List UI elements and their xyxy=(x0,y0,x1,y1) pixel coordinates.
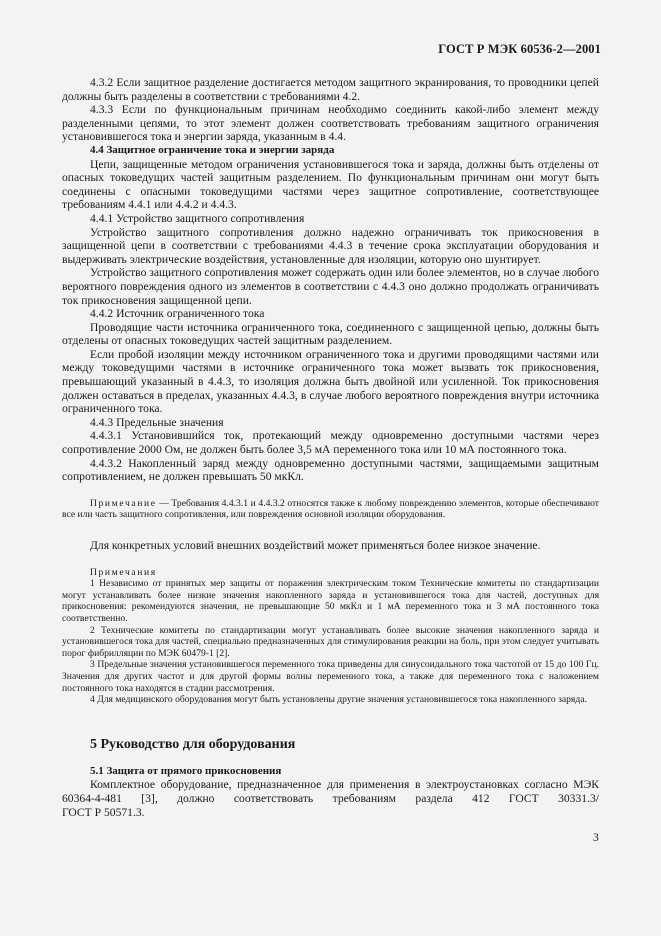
paragraph-4-4-3-1: 4.4.3.1 Установившийся ток, протекающий между одновременно доступными частями через сопротивление 2000 Ом, не должен быть более 3,5 мА переменного тока или 10 мА постоянного тока. xyxy=(62,429,599,457)
heading-4-4-1: 4.4.1 Устройство защитного сопротивления xyxy=(90,211,305,225)
note-item-3: 3 Предельные значения установившегося переменного тока приведены для синусоидального тока частотой от 15 до 100 Гц. Значения для других частот и для другой формы волны переменного тока, а также для переменного тока с наложением постоянного тока находятся в стадии рассмотрения. xyxy=(62,659,599,694)
note-item-2: 2 Технические комитеты по стандартизации могут устанавливать более высокие значения накопленного заряда и установившегося тока для частей, специально предназначенных для стимулирования реакции на боль, при этом следует учитывать порог фибрилляции по МЭК 60479-1 [2]. xyxy=(62,624,599,659)
note-label: Примечание xyxy=(90,497,157,509)
paragraph-4-4-1-a: Устройство защитного сопротивления должно надежно ограничивать ток прикосновения в защищенной цепи в соответствии с требованиями 4.4.3 в течение срока эксплуатации оборудования и выдерживать электрические воздействия, установленные для изоляции, которую оно шунтирует. xyxy=(62,225,599,266)
paragraph-4-4-2-a: Проводящие части источника ограниченного тока, соединенного с защищенной цепью, должны быть отделены от опасных токоведущих частей защитным разделением. xyxy=(62,320,599,348)
paragraph-4-4-3-2: 4.4.3.2 Накопленный заряд между одновременно доступными частями, защищаемыми защитным сопротивлением, не должен превышать 50 мкКл. xyxy=(62,456,599,484)
note-text: — Требования 4.4.3.1 и 4.4.3.2 относятся также к любому повреждению элементов, которые обеспечивают все или часть защитного сопротивления, или повреждения основной изоляции оборудования. xyxy=(62,497,599,521)
heading-4-4-2: 4.4.2 Источник ограниченного тока xyxy=(90,307,265,321)
heading-4-4-3: 4.4.3 Предельные значения xyxy=(90,415,224,429)
paragraph-4-3-3: 4.3.3 Если по функциональным причинам необходимо соединить какой-либо элемент между разделенными цепями, то этот элемент должен соответствовать требованиям защитного ограничения установившегося тока и энергии заряда, указанным в 4.4. xyxy=(62,103,599,144)
paragraph-4-4-2-b: Если пробой изоляции между источником ограниченного тока и другими проводящими частями или между токоведущими частями в источнике ограниченного тока может вызвать ток прикосновения, превышающий указанный в 4.4.3, то изоляция должна быть двойной или усиленной. Ток прикосновения должен оставаться в пределах, указанных 4.4.3, в случае любого вероятного повреждения внутри источника ограниченного тока. xyxy=(62,347,599,416)
page-number: 3 xyxy=(593,831,599,844)
page-body xyxy=(62,76,599,819)
paragraph-4-4: Цепи, защищенные методом ограничения установившегося тока и заряда, должны быть отделены от опасных токоведущих частей защитным разделением. По функциональным причинам они могут быть соединены с опасными токоведущими частями через защитное сопротивление, соответствующее требованиям 4.4.1 или 4.4.2 и 4.4.3. xyxy=(62,157,599,212)
notes-label: Примечания xyxy=(90,566,157,578)
section-5-heading: 5 Руководство для оборудования xyxy=(90,736,296,752)
standard-header: ГОСТ Р МЭК 60536-2—2001 xyxy=(438,42,601,56)
note-paragraph xyxy=(62,498,599,521)
note-item-1: 1 Независимо от принятых мер защиты от поражения электрическим током Технические комитеты по стандартизации могут устанавливать более низкие значения накопленного заряда и установившегося тока для частей, доступных для прикосновения: рекомендуются значения, не превышающие 50 мкКл и 1 мА переменного тока и 3 мА постоянного тока соответственно. xyxy=(62,578,599,624)
paragraph-5-1: Комплектное оборудование, предназначенное для применения в электроустановках согласно МЭК 60364-4-481 [3], должно соответствовать требованиям раздела 412 ГОСТ 30331.3/ xyxy=(62,778,599,805)
notes-block xyxy=(62,567,599,706)
note-item-4: 4 Для медицинского оборудования могут быть установлены другие значения установившегося тока накопленного заряда. xyxy=(90,694,587,706)
paragraph-4-4-1-b: Устройство защитного сопротивления может содержать один или более элементов, но в случае любого вероятного повреждения одного из элементов в соответствии с 4.4.3 оно должно продолжать ограничивать ток прикосновения защищенной цепи. xyxy=(62,266,599,307)
heading-4-4: 4.4 Защитное ограничение тока и энергии заряда xyxy=(90,143,335,156)
heading-5-1: 5.1 Защита от прямого прикосновения xyxy=(90,764,282,777)
paragraph-lower-value: Для конкретных условий внешних воздействий может применяться более низкое значение. xyxy=(90,539,541,552)
paragraph-5-1-end: ГОСТ Р 50571.3. xyxy=(62,805,145,819)
paragraph-4-3-2: 4.3.2 Если защитное разделение достигается методом защитного экранирования, то проводники цепей должны быть разделены в соответствии с требованиями 4.2. xyxy=(62,76,599,103)
